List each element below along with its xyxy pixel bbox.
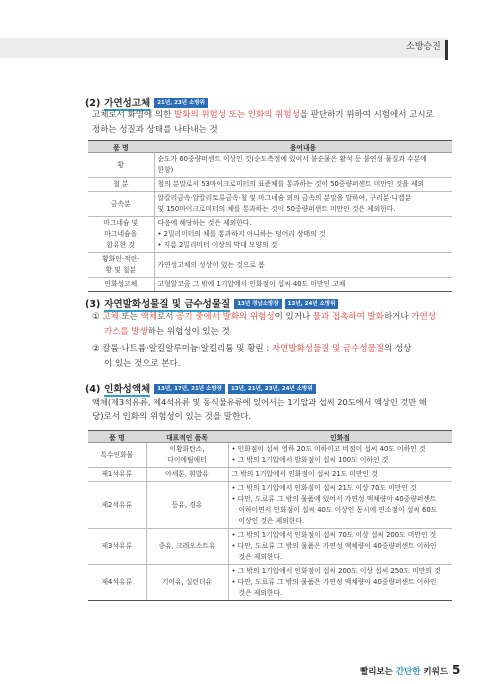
section-4-number: (4) bbox=[85, 383, 101, 395]
table-cell-content: 가연성고체의 성상이 있는 것으로 봄 bbox=[154, 253, 452, 278]
table-cell-content: 철의 분말로서 53마이크로미터의 표준체를 통과하는 것이 50중량퍼센트 미만인 것을 제외 bbox=[154, 178, 452, 192]
table-header: 용어내용 bbox=[154, 141, 452, 153]
text: 칼륨·나트륨·알킬알루미늄·알킬리튬 및 황린 : bbox=[102, 344, 272, 354]
table-row bbox=[88, 468, 452, 482]
footer-text: 키워드 bbox=[420, 667, 449, 677]
table-cell-flash bbox=[228, 529, 452, 565]
footer-text: 빨리보는 bbox=[360, 667, 396, 677]
cell-line: • 그 밖의 1기압에서 인화점이 섭씨 200도 이상 섭씨 250도 미만의 것 bbox=[231, 567, 441, 575]
section-2-badge: 21년, 23년 소방위 bbox=[154, 98, 208, 108]
table-cell-name: 황 bbox=[88, 153, 154, 178]
cell-line: 것은 제외한다. bbox=[238, 589, 283, 597]
item-marker: ① bbox=[92, 312, 100, 322]
table-row bbox=[88, 153, 452, 178]
table-row bbox=[88, 443, 452, 468]
section-2-table bbox=[88, 140, 452, 292]
section-3-item-1 bbox=[92, 310, 457, 340]
table-cell-content bbox=[154, 217, 452, 253]
table-header: 대표적인 품목 bbox=[146, 431, 228, 443]
text: 의 성상 bbox=[384, 344, 412, 354]
text: 하는 위험성이 있는 것 bbox=[147, 327, 230, 337]
table-cell-flash bbox=[228, 565, 452, 601]
table-row bbox=[88, 278, 452, 292]
table-header: 품 명 bbox=[88, 141, 154, 153]
highlight: 액체 bbox=[140, 312, 158, 322]
table-cell-rep: 기어유, 실린더유 bbox=[146, 565, 228, 601]
cell-line: 마그네슘 및 bbox=[103, 219, 139, 227]
table-cell-flash bbox=[228, 443, 452, 468]
table-row bbox=[88, 192, 452, 217]
text: 이 있는 것으로 본다. bbox=[104, 359, 181, 369]
table-cell-name bbox=[88, 217, 154, 253]
table-cell-name: 제3석유류 bbox=[88, 529, 146, 565]
highlight: 가연성 bbox=[411, 312, 436, 322]
section-2-title: 가연성고체 bbox=[104, 95, 150, 111]
text: 또는 bbox=[118, 312, 141, 322]
text: 로서 bbox=[157, 312, 177, 322]
text: 당)로서 인화의 위험성이 있는 것을 말한다. bbox=[92, 412, 252, 422]
cell-line: • 그 밖의 1기압에서 발화점이 섭씨 100도 이하인 것 bbox=[231, 456, 389, 464]
cell-line: • 다만, 도료류 그 밖의 물품은 가연성 액체량이 40중량퍼센트 이하인 bbox=[231, 542, 437, 550]
section-4-badge-1: 13년, 17년, 21년 소방장 bbox=[154, 384, 225, 394]
table-cell-content bbox=[154, 153, 452, 178]
table-cell-name: 제4석유류 bbox=[88, 565, 146, 601]
cell-line: 한함) bbox=[157, 166, 174, 174]
table-cell-flash bbox=[228, 482, 452, 529]
table-header: 품 명 bbox=[88, 431, 146, 443]
cell-line: • 다만, 도료류 그 밖의 물품에 있어서 가연성 액체량이 40중량퍼센트 bbox=[231, 495, 437, 503]
page-number: 5 bbox=[452, 663, 461, 677]
section-3-item-2 bbox=[92, 342, 457, 372]
cell-line: 이상인 것은 제외한다. bbox=[238, 517, 305, 525]
table-row bbox=[88, 178, 452, 192]
cell-line: 알칼리금속·알칼리토류금속·철 및 마그네슘 외의 금속의 분말을 말하여, 구리분·니켈분 bbox=[157, 194, 412, 202]
cell-line: 다음에 해당하는 것은 제외한다. bbox=[157, 219, 252, 227]
section-2-highlight: 발화의 위험성 또는 인화의 위험성 bbox=[174, 110, 300, 120]
cell-line: • 지름 2밀리미터 이상의 막대 모양의 것 bbox=[157, 241, 278, 249]
section-3-badge-1: 13년 경남소방장 bbox=[234, 299, 281, 309]
table-cell-flash: 그 밖의 1기압에서 인화점이 섭씨 21도 미만인 것 bbox=[228, 468, 452, 482]
text: 하거나 bbox=[383, 312, 412, 322]
table-header: 인화점 bbox=[228, 431, 452, 443]
table-cell-rep: 중유, 크레오소트유 bbox=[146, 529, 228, 565]
table-cell-rep: 등유, 경유 bbox=[146, 482, 228, 529]
table-cell-name: 특수인화물 bbox=[88, 443, 146, 468]
section-3-number: (3) bbox=[85, 298, 101, 310]
cell-line: 것은 제외한다. bbox=[238, 553, 283, 561]
table-row bbox=[88, 529, 452, 565]
page-footer bbox=[360, 663, 460, 677]
item-marker: ② bbox=[92, 344, 100, 354]
section-3-title: 자연발화성물질 및 금수성물질 bbox=[104, 296, 230, 312]
section-4-badge-2: 13년, 21년, 23년, 24년 소방위 bbox=[228, 384, 316, 394]
highlight: 공기 중에서 발화의 위험성 bbox=[176, 312, 275, 322]
text: 액체(제3석유류, 제4석유류 및 동식물유류에 있어서는 1기압과 섭씨 20도에서 액상인 것만 해 bbox=[92, 397, 427, 407]
cell-line: • 그 밖의 1기압에서 인화점이 섭씨 70도 이상 섭씨 200도 미만인 것 bbox=[231, 531, 437, 539]
table-cell-name: 제2석유류 bbox=[88, 482, 146, 529]
section-3-badge-2: 13년, 24년 소방위 bbox=[285, 299, 339, 309]
highlight: 가스를 발생 bbox=[104, 327, 148, 337]
highlight: 자연발화성물질 및 금수성물질 bbox=[271, 344, 385, 354]
section-2-paragraph bbox=[92, 108, 452, 138]
table-row bbox=[88, 217, 452, 253]
cell-line: 및 150마이크로미터의 체를 통과하는 것이 50중량퍼센트 미만인 것은 제외한다. bbox=[157, 205, 396, 213]
section-4-title: 인화성액체 bbox=[104, 381, 150, 397]
table-cell-name bbox=[88, 253, 154, 278]
cell-line: • 2밀리미터의 체를 통과하지 아니하는 덩어리 상태의 것 bbox=[157, 230, 326, 238]
cell-line: • 그 밖의 1기압에서 인화점이 섭씨 21도 이상 70도 미만인 것 bbox=[231, 484, 417, 492]
cell-line: 황화인·적린· bbox=[102, 255, 140, 263]
cell-line: 다이에틸에터 bbox=[167, 456, 207, 464]
table-cell-content: 고형알코올 그 밖에 1기압에서 인화점이 섭씨 40도 미만인 고체 bbox=[154, 278, 452, 292]
footer-accent: 간단한 bbox=[395, 667, 421, 677]
table-cell-name: 금속분 bbox=[88, 192, 154, 217]
table-row bbox=[88, 482, 452, 529]
cell-line: 마그네슘을 bbox=[104, 230, 138, 238]
section-2-text: 고체로서 화염에 의한 bbox=[92, 110, 175, 120]
highlight: 물과 접촉하여 발화 bbox=[312, 312, 384, 322]
cell-line: • 다만, 도료류 그 밖의 물품은 가연성 액체량이 40중량퍼센트 이하인 bbox=[231, 578, 437, 586]
cell-line: 함유한 것 bbox=[106, 241, 135, 249]
section-2-text: 을 판단하기 위하여 시험에서 고시로 bbox=[299, 110, 434, 120]
highlight: 고체 bbox=[102, 312, 119, 322]
cell-line: 순도가 60중량퍼센트 이상인 것(순도측정에 있어서 불순물은 활석 등 불연성 물질과 수분에 bbox=[157, 155, 427, 163]
section-4-paragraph bbox=[92, 395, 457, 425]
table-cell-rep: 아세톤, 휘발유 bbox=[146, 468, 228, 482]
section-2-number: (2) bbox=[85, 97, 101, 109]
header-title: 소방승진 bbox=[406, 42, 441, 52]
table-cell-name: 철 분 bbox=[88, 178, 154, 192]
table-cell-name: 제1석유류 bbox=[88, 468, 146, 482]
text: 이 있거나 bbox=[274, 312, 313, 322]
cell-line: • 인화점이 섭씨 영하 20도 이하이고 비점이 섭씨 40도 이하인 것 bbox=[231, 445, 426, 453]
section-4-table bbox=[88, 430, 452, 601]
table-row bbox=[88, 565, 452, 601]
cell-line: 황 및 철분 bbox=[105, 266, 137, 274]
table-cell-name: 인화성고체 bbox=[88, 278, 154, 292]
table-cell-rep bbox=[146, 443, 228, 468]
table-row bbox=[88, 253, 452, 278]
cell-line: 이황화탄소, bbox=[169, 445, 205, 453]
cell-line: 이하이면서 인화점이 섭씨 40도 이상인 동시에 연소점이 섭씨 60도 bbox=[238, 506, 438, 514]
table-cell-content bbox=[154, 192, 452, 217]
section-2-text: 정하는 성질과 상태를 나타내는 것 bbox=[92, 125, 218, 135]
